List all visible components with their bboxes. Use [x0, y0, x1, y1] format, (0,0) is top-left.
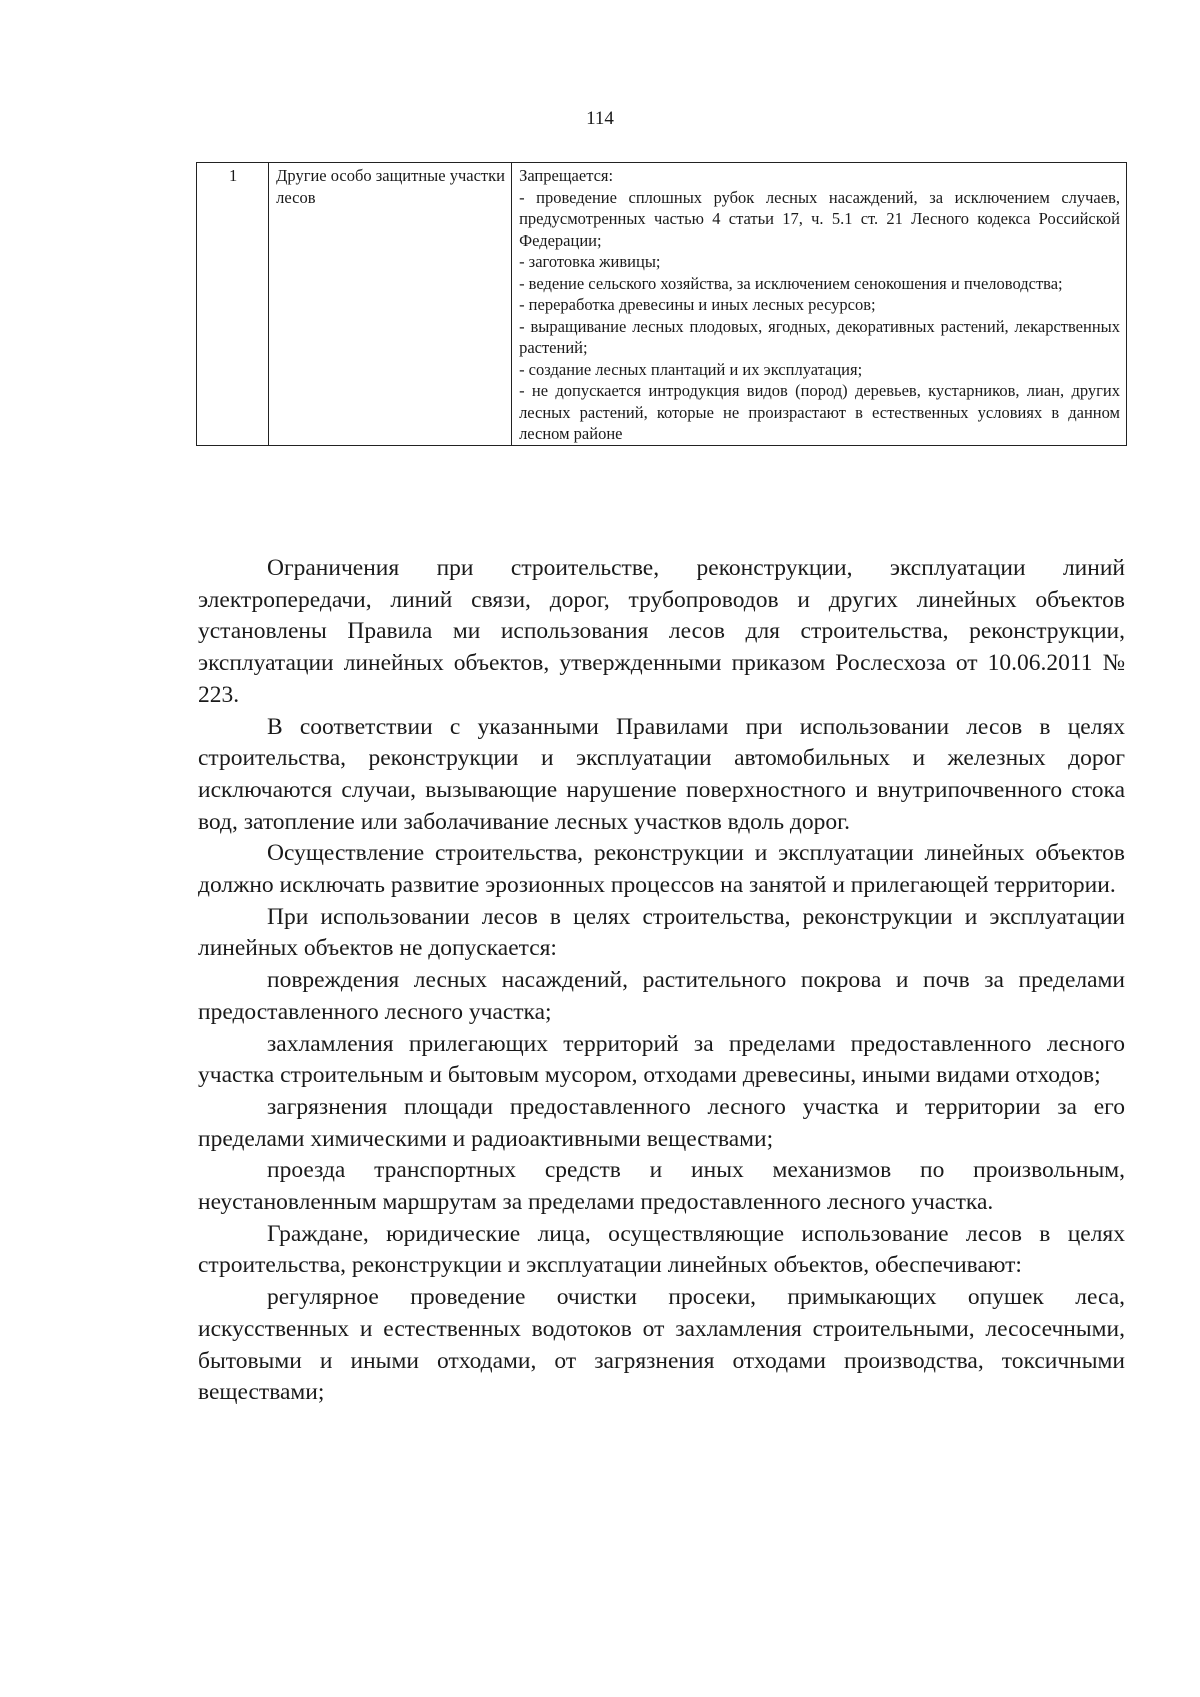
restriction-item: - заготовка живицы;	[519, 252, 661, 271]
restriction-list	[512, 163, 1127, 446]
table-row	[197, 163, 1127, 446]
restriction-item: - проведение сплошных рубок лесных насаждений, за исключением случаев, предусмотренных частью 4 статьи 17, ч. 5.1 ст. 21 Лесного кодекса Российской Федерации;	[519, 187, 1120, 250]
paragraph: повреждения лесных насаждений, растительного покрова и почв за пределами предоставленного лесного участка;	[198, 967, 1125, 1025]
restrictions-table	[196, 162, 1127, 446]
paragraph: Ограничения при строительстве, реконструкции, эксплуатации линий электропередачи, линий связи, дорог, трубопроводов и других линейных объектов установлены Правила ми использования лесов для строительства, реконструкции, эксплуатации линейных объектов, утвержденными приказом Рослесхоза от 10.06.2011 № 223.	[198, 555, 1125, 708]
paragraph: Граждане, юридические лица, осуществляющие использование лесов в целях строительства, реконструкции и эксплуатации линейных объектов, обеспечивают:	[198, 1220, 1125, 1279]
row-number: 1	[197, 163, 269, 446]
paragraph: проезда транспортных средств и иных механизмов по произвольным, неустановленным маршрутам за пределами предоставленного лесного участка.	[198, 1157, 1125, 1216]
forest-category: Другие особо защитные участки лесов	[269, 163, 512, 446]
paragraph: Осуществление строительства, реконструкции и эксплуатации линейных объектов должно исключать развитие эрозионных процессов на занятой и прилегающей территории.	[198, 840, 1125, 899]
restriction-item: - ведение сельского хозяйства, за исключением сенокошения и пчеловодства;	[519, 273, 1063, 293]
restriction-item: - создание лесных плантаций и их эксплуатация;	[519, 359, 863, 379]
restriction-item: Запрещается:	[519, 166, 614, 185]
restriction-item: - выращивание лесных плодовых, ягодных, декоративных растений, лекарственных растений;	[519, 316, 1120, 357]
restriction-item: - переработка древесины и иных лесных ресурсов;	[519, 295, 876, 314]
paragraph: загрязнения площади предоставленного лесного участка и территории за его пределами химическими и радиоактивными веществами;	[198, 1093, 1125, 1152]
page-number: 114	[586, 108, 614, 129]
paragraph: При использовании лесов в целях строительства, реконструкции и эксплуатации линейных объектов не допускается:	[198, 903, 1125, 962]
paragraph: регулярное проведение очистки просеки, примыкающих опушек леса, искусственных и естественных водотоков от захламления строительными, лесосечными, бытовыми и иными отходами, от загрязнения отходами производства, токсичными веществами;	[198, 1284, 1125, 1406]
restriction-item: - не допускается интродукция видов (пород) деревьев, кустарников, лиан, других лесных растений, которые не произрастают в естественных условиях в данном лесном районе	[519, 381, 1120, 443]
body-text	[198, 553, 1125, 1409]
paragraph: В соответствии с указанными Правилами при использовании лесов в целях строительства, реконструкции и эксплуатации автомобильных и железных дорог исключаются случаи, вызывающие нарушение поверхностного и внутрипочвенного стока вод, затопление или заболачивание лесных участков вдоль дорог.	[198, 713, 1125, 835]
paragraph: захламления прилегающих территорий за пределами предоставленного лесного участка строительным и бытовым мусором, отходами древесины, иными видами отходов;	[198, 1030, 1125, 1089]
